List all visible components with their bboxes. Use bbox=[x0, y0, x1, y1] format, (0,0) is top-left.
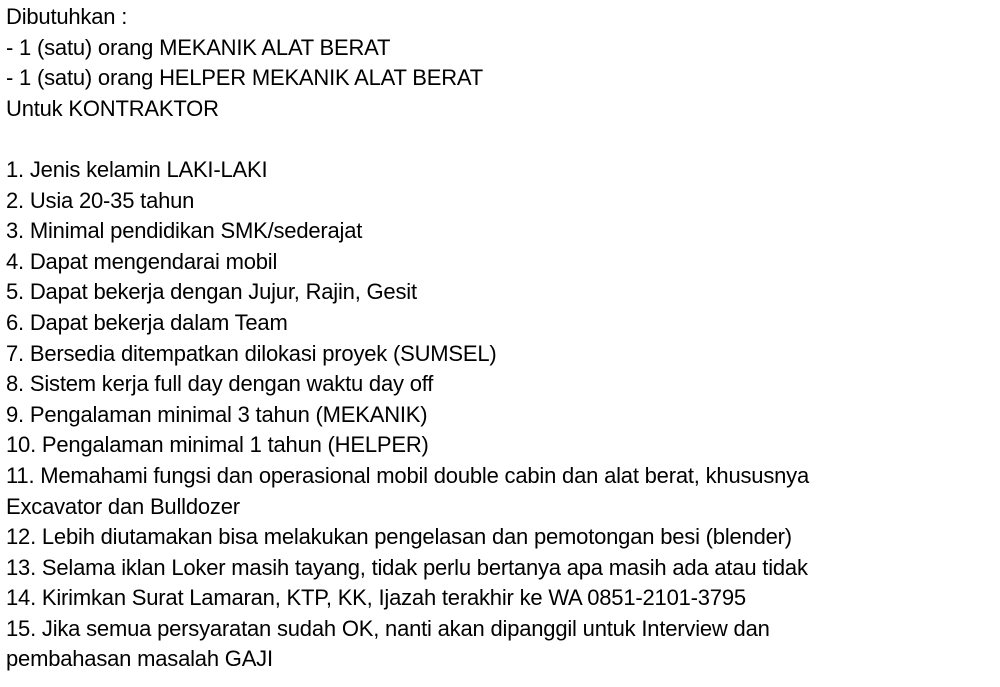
requirement-item: 3. Minimal pendidikan SMK/sederajat bbox=[6, 218, 363, 244]
requirement-item: 1. Jenis kelamin LAKI-LAKI bbox=[6, 156, 268, 182]
requirement-item: 13. Selama iklan Loker masih tayang, tidak perlu bertanya apa masih ada atau tidak bbox=[6, 554, 808, 580]
needed-heading: Dibutuhkan : bbox=[6, 4, 128, 29]
requirement-item: 7. Bersedia ditempatkan dilokasi proyek (SUMSEL) bbox=[6, 340, 497, 366]
requirement-item: 14. Kirimkan Surat Lamaran, KTP, KK, Ijazah terakhir ke WA 0851-2101-3795 bbox=[6, 585, 746, 611]
for-contractor: Untuk KONTRAKTOR bbox=[6, 95, 219, 121]
requirement-item: 4. Dapat mengendarai mobil bbox=[6, 248, 278, 274]
requirement-item-continued: pembahasan masalah GAJI bbox=[6, 646, 273, 672]
requirement-item: 12. Lebih diutamakan bisa melakukan pengelasan dan pemotongan besi (blender) bbox=[6, 524, 792, 550]
position-mechanic: - 1 (satu) orang MEKANIK ALAT BERAT bbox=[6, 34, 391, 60]
position-helper: - 1 (satu) orang HELPER MEKANIK ALAT BERAT bbox=[6, 65, 483, 91]
requirement-item: 6. Dapat bekerja dalam Team bbox=[6, 309, 288, 335]
requirement-item: 11. Memahami fungsi dan operasional mobil double cabin dan alat berat, khususnya bbox=[6, 462, 809, 488]
requirements-list bbox=[6, 155, 1000, 675]
requirement-item-continued: Excavator dan Bulldozer bbox=[6, 493, 240, 519]
requirement-item: 5. Dapat bekerja dengan Jujur, Rajin, Gesit bbox=[6, 279, 417, 305]
requirement-item: 15. Jika semua persyaratan sudah OK, nanti akan dipanggil untuk Interview dan bbox=[6, 615, 770, 641]
requirement-item: 10. Pengalaman minimal 1 tahun (HELPER) bbox=[6, 432, 429, 458]
requirement-item: 9. Pengalaman minimal 3 tahun (MEKANIK) bbox=[6, 401, 428, 427]
requirement-item: 2. Usia 20-35 tahun bbox=[6, 187, 195, 213]
spacer bbox=[6, 124, 1000, 155]
requirement-item: 8. Sistem kerja full day dengan waktu day off bbox=[6, 371, 434, 397]
